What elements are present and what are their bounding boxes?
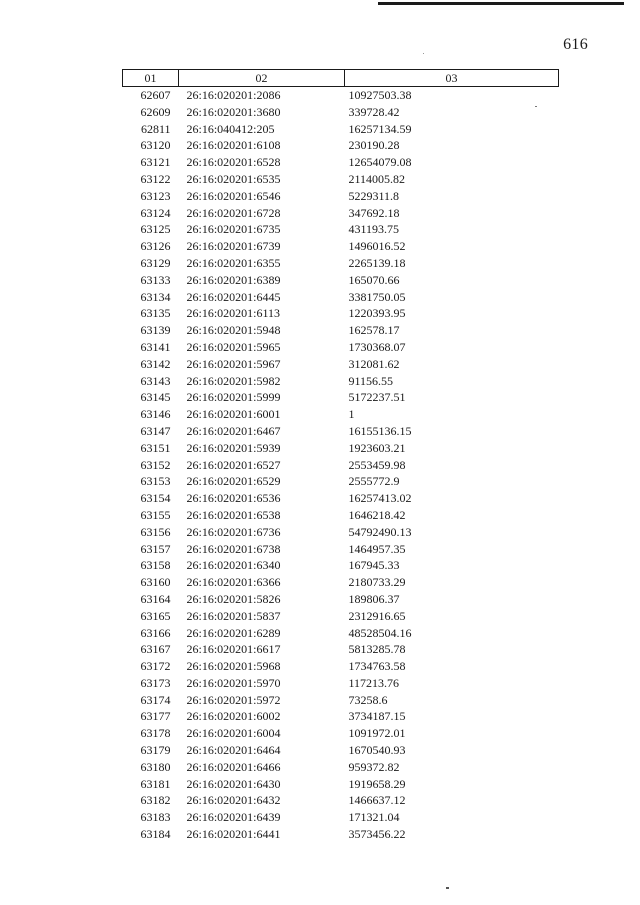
row-id-cell: 63178	[140, 726, 171, 741]
value-cell: 48528504.16	[348, 625, 412, 640]
value-cell: 1	[348, 407, 355, 422]
cadastral-number-cell: 26:16:020201:3680	[186, 104, 281, 119]
row-id-cell: 63146	[140, 407, 171, 422]
table-row	[123, 305, 559, 322]
row-id-cell: 63158	[140, 558, 171, 573]
row-id-cell: 63142	[140, 356, 171, 371]
cadastral-number-cell: 26:16:020201:6736	[186, 524, 281, 539]
cadastral-number-cell: 26:16:020201:6001	[186, 407, 281, 422]
cadastral-number-cell: 26:16:020201:6439	[186, 810, 281, 825]
row-id-cell: 62609	[140, 104, 171, 119]
cadastral-number-cell: 26:16:020201:6108	[186, 138, 281, 153]
value-cell: 1091972.01	[348, 726, 406, 741]
table-row	[123, 205, 559, 222]
value-cell: 5229311.8	[348, 188, 400, 203]
value-cell: 16257413.02	[348, 491, 412, 506]
table-row	[123, 373, 559, 390]
row-id-cell: 63181	[140, 776, 171, 791]
value-cell: 230190.28	[348, 138, 400, 153]
table-row	[123, 692, 559, 709]
row-id-cell: 63160	[140, 575, 171, 590]
cadastral-number-cell: 26:16:020201:5999	[186, 390, 281, 405]
cadastral-number-cell: 26:16:020201:5939	[186, 440, 281, 455]
cadastral-number-cell: 26:16:020201:6538	[186, 507, 281, 522]
table-row	[123, 221, 559, 238]
cadastral-number-cell: 26:16:020201:5968	[186, 659, 281, 674]
page-number: 616	[563, 36, 588, 53]
table-row	[123, 625, 559, 642]
table-row	[123, 457, 559, 474]
table-row	[123, 792, 559, 809]
cadastral-number-cell: 26:16:040412:205	[186, 121, 275, 136]
value-cell: 3381750.05	[348, 289, 406, 304]
cadastral-number-cell: 26:16:020201:6536	[186, 491, 281, 506]
table-row	[123, 322, 559, 339]
header-row	[123, 70, 559, 87]
cadastral-number-cell: 26:16:020201:5970	[186, 675, 281, 690]
table-row	[123, 121, 559, 138]
value-cell: 10927503.38	[348, 88, 412, 102]
value-cell: 1496016.52	[348, 239, 406, 254]
row-id-cell: 63177	[140, 709, 171, 724]
table-row	[123, 557, 559, 574]
value-cell: 91156.55	[348, 373, 394, 388]
row-id-cell: 63155	[140, 507, 171, 522]
value-cell: 1670540.93	[348, 743, 406, 758]
value-cell: 12654079.08	[348, 155, 412, 170]
value-cell: 2114005.82	[348, 171, 406, 186]
table-header	[123, 70, 559, 87]
cadastral-number-cell: 26:16:020201:6389	[186, 272, 281, 287]
table-row	[123, 238, 559, 255]
row-id-cell: 63139	[140, 323, 171, 338]
cadastral-number-cell: 26:16:020201:6466	[186, 759, 281, 774]
cadastral-number-cell: 26:16:020201:6355	[186, 255, 281, 270]
row-id-cell: 63174	[140, 692, 171, 707]
value-cell: 117213.76	[348, 675, 400, 690]
row-id-cell: 63145	[140, 390, 171, 405]
value-cell: 1730368.07	[348, 339, 406, 354]
cadastral-number-cell: 26:16:020201:6617	[186, 642, 281, 657]
row-id-cell: 63165	[140, 608, 171, 623]
cadastral-number-cell: 26:16:020201:6004	[186, 726, 281, 741]
value-cell: 959372.82	[348, 759, 400, 774]
table-row	[123, 675, 559, 692]
row-id-cell: 63151	[140, 440, 171, 455]
table-row	[123, 507, 559, 524]
cadastral-number-cell: 26:16:020201:6739	[186, 239, 281, 254]
value-cell: 3734187.15	[348, 709, 406, 724]
value-cell: 165070.66	[348, 272, 400, 287]
cadastral-number-cell: 26:16:020201:6546	[186, 188, 281, 203]
cadastral-number-cell: 26:16:020201:6366	[186, 575, 281, 590]
value-cell: 16257134.59	[348, 121, 412, 136]
cadastral-number-cell: 26:16:020201:6735	[186, 222, 281, 237]
cadastral-number-cell: 26:16:020201:6113	[186, 306, 281, 321]
value-cell: 5172237.51	[348, 390, 406, 405]
row-id-cell: 63124	[140, 205, 171, 220]
column-header-03: 03	[345, 70, 559, 87]
cadastral-number-cell: 26:16:020201:6464	[186, 743, 281, 758]
row-id-cell: 63122	[140, 171, 171, 186]
table-body	[123, 87, 559, 843]
cadastral-number-cell: 26:16:020201:6528	[186, 155, 281, 170]
value-cell: 347692.18	[348, 205, 400, 220]
row-id-cell: 63173	[140, 675, 171, 690]
data-table	[122, 69, 559, 843]
row-id-cell: 63120	[140, 138, 171, 153]
row-id-cell: 63152	[140, 457, 171, 472]
row-id-cell: 63153	[140, 474, 171, 489]
row-id-cell: 63126	[140, 239, 171, 254]
value-cell: 1734763.58	[348, 659, 406, 674]
table-row	[123, 339, 559, 356]
table-row	[123, 188, 559, 205]
cadastral-number-cell: 26:16:020201:6738	[186, 541, 281, 556]
row-id-cell: 63164	[140, 591, 171, 606]
value-cell: 1466637.12	[348, 793, 406, 808]
cadastral-number-cell: 26:16:020201:5948	[186, 323, 281, 338]
table-row	[123, 658, 559, 675]
value-cell: 2555772.9	[348, 474, 400, 489]
column-header-01: 01	[123, 70, 179, 87]
table-row	[123, 708, 559, 725]
table-row	[123, 104, 559, 121]
table-row	[123, 826, 559, 843]
value-cell: 189806.37	[348, 591, 400, 606]
row-id-cell: 63135	[140, 306, 171, 321]
table-row	[123, 440, 559, 457]
value-cell: 16155136.15	[348, 423, 412, 438]
table-row	[123, 725, 559, 742]
value-cell: 1464957.35	[348, 541, 406, 556]
value-cell: 2180733.29	[348, 575, 406, 590]
value-cell: 5813285.78	[348, 642, 406, 657]
value-cell: 73258.6	[348, 692, 388, 707]
cadastral-number-cell: 26:16:020201:6441	[186, 827, 281, 842]
row-id-cell: 63166	[140, 625, 171, 640]
value-cell: 1919658.29	[348, 776, 406, 791]
row-id-cell: 63123	[140, 188, 171, 203]
table-row	[123, 608, 559, 625]
cadastral-number-cell: 26:16:020201:6529	[186, 474, 281, 489]
row-id-cell: 63167	[140, 642, 171, 657]
table-row	[123, 255, 559, 272]
value-cell: 2312916.65	[348, 608, 406, 623]
scan-speck	[446, 887, 449, 889]
table-row	[123, 776, 559, 793]
top-rule	[378, 2, 624, 5]
cadastral-number-cell: 26:16:020201:6728	[186, 205, 281, 220]
row-id-cell: 63157	[140, 541, 171, 556]
value-cell: 312081.62	[348, 356, 400, 371]
table-row	[123, 641, 559, 658]
row-id-cell: 63121	[140, 155, 171, 170]
table-row	[123, 574, 559, 591]
row-id-cell: 63172	[140, 659, 171, 674]
table-row	[123, 742, 559, 759]
table-row	[123, 490, 559, 507]
table-row	[123, 524, 559, 541]
table-row	[123, 473, 559, 490]
row-id-cell: 63129	[140, 255, 171, 270]
cadastral-number-cell: 26:16:020201:6527	[186, 457, 281, 472]
table-row	[123, 423, 559, 440]
row-id-cell: 63184	[140, 827, 171, 842]
row-id-cell: 63125	[140, 222, 171, 237]
cadastral-number-cell: 26:16:020201:6467	[186, 423, 281, 438]
row-id-cell: 63133	[140, 272, 171, 287]
cadastral-number-cell: 26:16:020201:6289	[186, 625, 281, 640]
cadastral-number-cell: 26:16:020201:6340	[186, 558, 281, 573]
value-cell: 431193.75	[348, 222, 400, 237]
table-row	[123, 87, 559, 104]
row-id-cell: 63134	[140, 289, 171, 304]
table-row	[123, 272, 559, 289]
table-row	[123, 389, 559, 406]
scan-speck	[423, 53, 424, 54]
table-row	[123, 591, 559, 608]
cadastral-number-cell: 26:16:020201:6432	[186, 793, 281, 808]
cadastral-number-cell: 26:16:020201:6002	[186, 709, 281, 724]
cadastral-number-cell: 26:16:020201:2086	[186, 88, 281, 102]
row-id-cell: 63154	[140, 491, 171, 506]
table-row	[123, 137, 559, 154]
table-row	[123, 406, 559, 423]
table-row	[123, 171, 559, 188]
value-cell: 2553459.98	[348, 457, 406, 472]
cadastral-number-cell: 26:16:020201:5826	[186, 591, 281, 606]
row-id-cell: 63156	[140, 524, 171, 539]
table-row	[123, 289, 559, 306]
table-row	[123, 356, 559, 373]
row-id-cell: 63147	[140, 423, 171, 438]
row-id-cell: 63182	[140, 793, 171, 808]
row-id-cell: 63180	[140, 759, 171, 774]
row-id-cell: 63143	[140, 373, 171, 388]
column-header-02: 02	[179, 70, 345, 87]
row-id-cell: 63179	[140, 743, 171, 758]
table-row	[123, 541, 559, 558]
value-cell: 1646218.42	[348, 507, 406, 522]
row-id-cell: 63141	[140, 339, 171, 354]
value-cell: 2265139.18	[348, 255, 406, 270]
cadastral-number-cell: 26:16:020201:5837	[186, 608, 281, 623]
row-id-cell: 63183	[140, 810, 171, 825]
table-row	[123, 809, 559, 826]
table-row	[123, 154, 559, 171]
table-row	[123, 759, 559, 776]
value-cell: 1220393.95	[348, 306, 406, 321]
value-cell: 3573456.22	[348, 827, 406, 842]
cadastral-number-cell: 26:16:020201:5965	[186, 339, 281, 354]
cadastral-number-cell: 26:16:020201:6445	[186, 289, 281, 304]
row-id-cell: 62607	[140, 88, 171, 102]
value-cell: 54792490.13	[348, 524, 412, 539]
value-cell: 339728.42	[348, 104, 400, 119]
cadastral-number-cell: 26:16:020201:6535	[186, 171, 281, 186]
value-cell: 167945.33	[348, 558, 400, 573]
value-cell: 1923603.21	[348, 440, 406, 455]
row-id-cell: 62811	[140, 121, 171, 136]
cadastral-number-cell: 26:16:020201:5982	[186, 373, 281, 388]
cadastral-number-cell: 26:16:020201:6430	[186, 776, 281, 791]
cadastral-number-cell: 26:16:020201:5967	[186, 356, 281, 371]
value-cell: 171321.04	[348, 810, 400, 825]
cadastral-number-cell: 26:16:020201:5972	[186, 692, 281, 707]
value-cell: 162578.17	[348, 323, 400, 338]
